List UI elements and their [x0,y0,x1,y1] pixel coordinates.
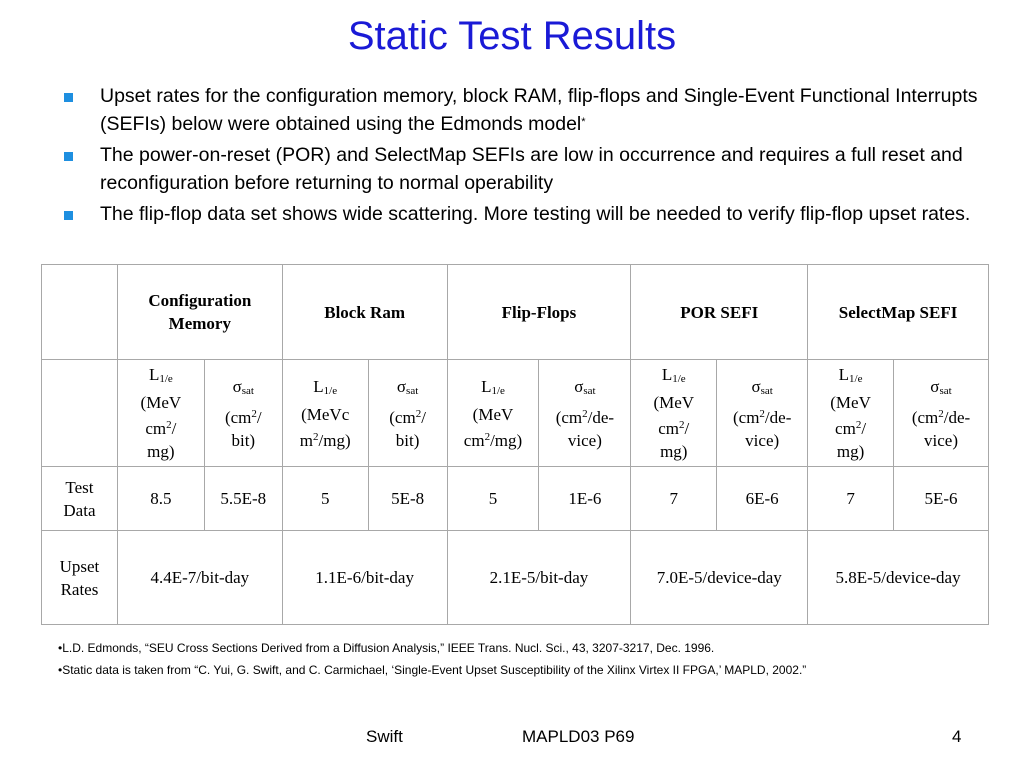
table-cell: 6E-6 [717,467,808,531]
references [58,637,998,681]
bullet-text: The power-on-reset (POR) and SelectMap SEFIs are low in occurrence and requires a full reset and reconfiguration before returning to normal operability [100,144,963,194]
header-por-sefi: POR SEFI [631,265,808,360]
table-cell: 5 [282,467,368,531]
table-cell: 4.4E-7/bit-day [117,531,282,625]
unit-cell: L1/e (MeV $cm^2/$ mg) [631,360,717,467]
unit-cell: σsat ($cm^2/$ bit) [368,360,447,467]
bullet-text: Upset rates for the configuration memory, block RAM, flip-flops and Single-Event Functional Interrupts (SEFIs) below were obtained using the Edmonds model [100,85,978,135]
square-bullet-icon [64,211,73,220]
unit-cell: L1/e (MeV $cm^2/$ mg) [117,360,204,467]
header-config-memory: Configuration Memory [117,265,282,360]
row-label-upset-rates: Upset Rates [42,531,118,625]
reference-item: •Static data is taken from “C. Yui, G. Swift, and C. Carmichael, ‘Single-Event Upset Susceptibility of the Xilinx Virtex II FPGA,’ MAPLD, 2002.” [58,663,807,677]
header-block-ram: Block Ram [282,265,447,360]
table-cell: 2.1E-5/bit-day [447,531,631,625]
unit-cell: σsat ($cm^2/de-$ vice) [894,360,989,467]
square-bullet-icon [64,152,73,161]
empty-corner-cell [42,265,118,360]
slide-title: Static Test Results [347,14,677,58]
footnote-marker: * [581,116,586,128]
test-data-row [42,467,989,531]
bullet-text: The flip-flop data set shows wide scattering. More testing will be needed to verify flip-flop upset rates. [100,203,971,225]
unit-cell: σsat ($cm^2/$ bit) [204,360,282,467]
table-cell: 5 [447,467,539,531]
footer-conference: MAPLD03 P69 [522,727,635,746]
unit-cell: L1/e (MeVc $m^2/mg$) [282,360,368,467]
table-cell: 7 [808,467,894,531]
bullet-item [60,141,980,197]
unit-cell: L1/e (MeV $cm^2/$ mg) [808,360,894,467]
table-cell: 7 [631,467,717,531]
table-cell: 1.1E-6/bit-day [282,531,447,625]
table-header-row [42,265,989,360]
row-label-test-data: Test Data [42,467,118,531]
results-table [41,264,989,625]
upset-rates-row [42,531,989,625]
table-cell: 5.5E-8 [204,467,282,531]
table-cell: 5.8E-5/device-day [808,531,989,625]
table-cell: 5E-8 [368,467,447,531]
header-flip-flops: Flip-Flops [447,265,631,360]
unit-cell: σsat ($cm^2/de-$ vice) [717,360,808,467]
empty-label-cell [42,360,118,467]
bullet-list [60,82,980,231]
bullet-item [60,200,980,228]
unit-cell: σsat ($cm^2/de-$ vice) [539,360,631,467]
bullet-item [60,82,980,138]
table-cell: 5E-6 [894,467,989,531]
unit-cell: L1/e (MeV $cm^2/mg$) [447,360,539,467]
table-cell: 8.5 [117,467,204,531]
footer-author: Swift [366,727,403,746]
table-cell: 1E-6 [539,467,631,531]
reference-item: •L.D. Edmonds, “SEU Cross Sections Derived from a Diffusion Analysis,” IEEE Trans. Nucl. Sci., 43, 3207-3217, Dec. 1996. [58,641,715,655]
square-bullet-icon [64,93,73,102]
table-cell: 7.0E-5/device-day [631,531,808,625]
header-selectmap-sefi: SelectMap SEFI [808,265,989,360]
units-row [42,360,989,467]
slide-number: 4 [952,727,962,746]
